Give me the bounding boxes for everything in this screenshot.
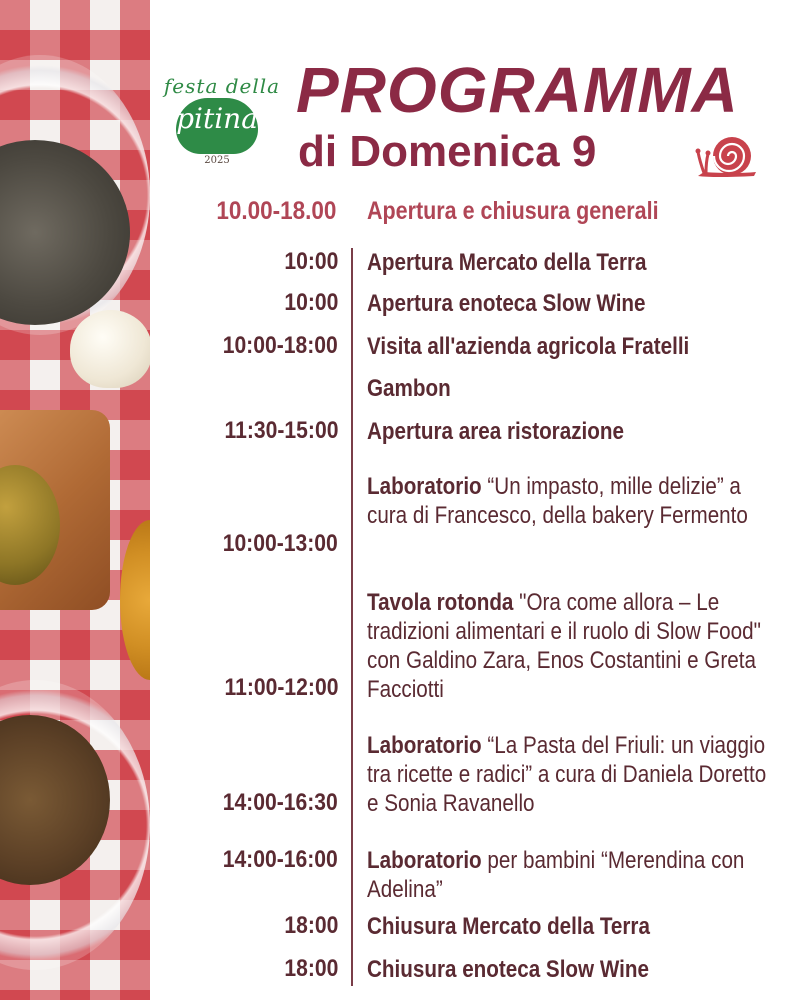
schedule-description bbox=[367, 417, 780, 446]
schedule-details: “Un impasto, mille delizie” a cura di Francesco, della bakery Fermento bbox=[367, 473, 748, 529]
schedule-title: Apertura area ristorazione bbox=[367, 418, 624, 445]
schedule-time: 11:30-15:00 bbox=[224, 417, 338, 444]
polenta-plate bbox=[120, 520, 150, 680]
schedule-details: “La Pasta del Friuli: un viaggio tra ricette e radici” a cura di Daniela Doretto e Sonia Ravanello bbox=[367, 732, 767, 817]
schedule-time: 11:00-12:00 bbox=[224, 674, 338, 701]
general-hours-row bbox=[150, 193, 800, 233]
schedule-description bbox=[367, 588, 780, 704]
logo-year: 2025 bbox=[204, 155, 230, 166]
schedule-title: Apertura Mercato della Terra bbox=[367, 249, 647, 276]
schedule-time: 10:00 bbox=[283, 248, 338, 275]
schedule-time: 14:00-16:30 bbox=[222, 789, 338, 816]
schedule-title: Laboratorio bbox=[367, 732, 482, 759]
schedule-time: 18:00 bbox=[283, 955, 338, 982]
schedule-title: Tavola rotonda bbox=[367, 589, 514, 616]
schedule-title: Laboratorio bbox=[367, 473, 482, 500]
schedule-description bbox=[367, 912, 780, 941]
schedule-time: 14:00-16:00 bbox=[222, 846, 338, 873]
page-title: PROGRAMMA bbox=[296, 54, 739, 126]
festa-della-pitina-logo bbox=[162, 70, 282, 166]
general-label: Apertura e chiusura generali bbox=[367, 197, 659, 225]
schedule-title: Chiusura Mercato della Terra bbox=[367, 913, 650, 940]
snail-icon bbox=[694, 132, 764, 182]
schedule-description bbox=[367, 472, 780, 530]
schedule-description bbox=[367, 289, 780, 318]
schedule-details: "Ora come allora – Le tradizioni alimentari e il ruolo di Slow Food" con Galdino Zara, Enos Costantini e Greta Facciotti bbox=[367, 589, 761, 703]
timeline-divider bbox=[351, 248, 353, 986]
logo-arc-text: festa della bbox=[163, 74, 281, 98]
schedule-title: Chiusura enoteca Slow Wine bbox=[367, 956, 649, 983]
schedule-time: 18:00 bbox=[283, 912, 338, 939]
schedule-title: Apertura enoteca Slow Wine bbox=[367, 290, 646, 317]
schedule-details: per bambini “Merendina con Adelina” bbox=[367, 847, 745, 903]
schedule-description bbox=[367, 955, 780, 984]
schedule-description bbox=[367, 731, 780, 818]
schedule-title: Gambon bbox=[367, 375, 451, 402]
schedule-time: 10:00-13:00 bbox=[222, 530, 338, 557]
schedule-time: 10:00 bbox=[283, 289, 338, 316]
food-photo-strip bbox=[0, 0, 150, 1000]
schedule-time: 10:00-18:00 bbox=[222, 332, 338, 359]
garlic-bulb bbox=[70, 310, 150, 388]
schedule-description bbox=[367, 374, 780, 403]
schedule-description bbox=[367, 846, 780, 904]
schedule-description bbox=[367, 248, 780, 277]
general-time: 10.00-18.00 bbox=[215, 197, 336, 225]
schedule-description bbox=[367, 332, 780, 361]
logo-word: pitina bbox=[176, 102, 258, 135]
schedule-title: Laboratorio bbox=[367, 847, 482, 874]
schedule-title: Visita all'azienda agricola Fratelli bbox=[367, 333, 690, 360]
page-subtitle: di Domenica 9 bbox=[298, 127, 597, 176]
